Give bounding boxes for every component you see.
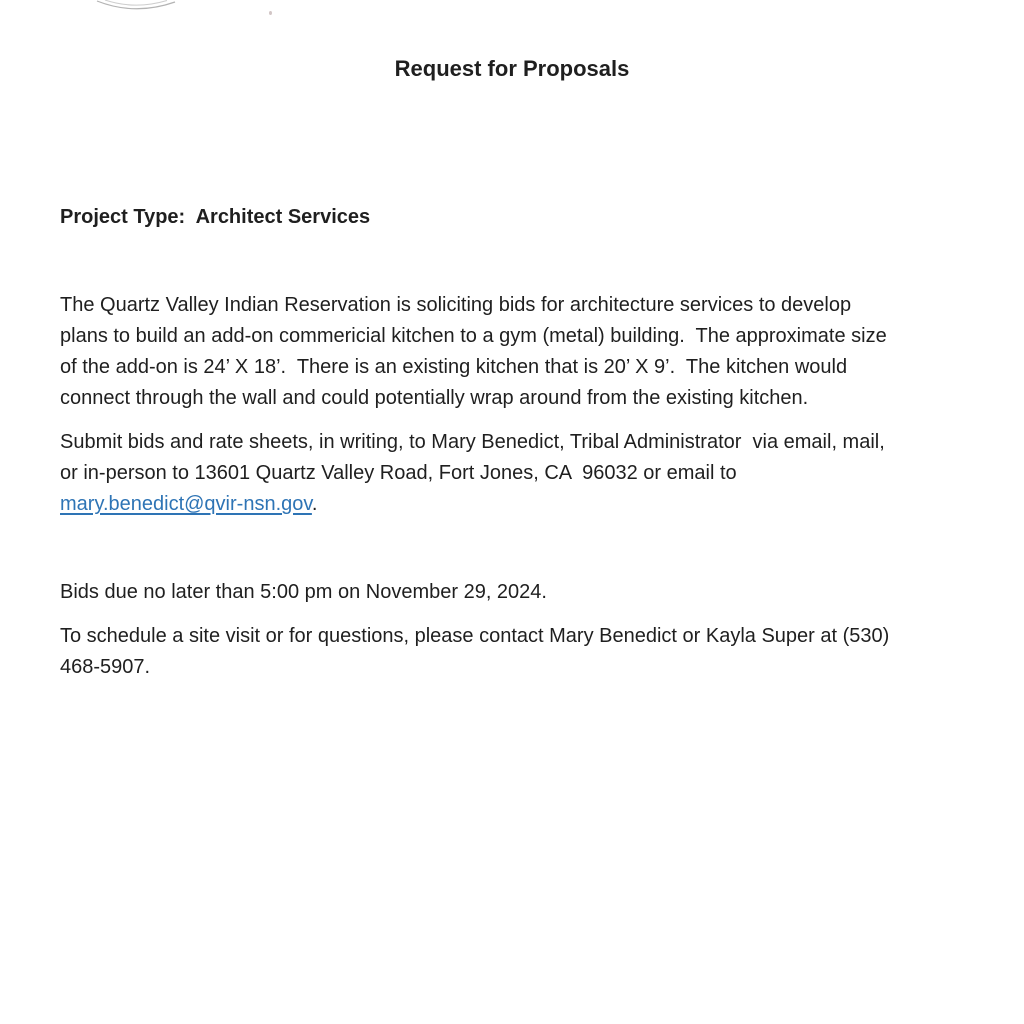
- paragraph-bids-due: [60, 577, 964, 608]
- paragraph-line: 468-5907.: [60, 656, 151, 678]
- paragraph-line: connect through the wall and could potentially wrap around from the existing kitchen.: [60, 387, 809, 409]
- paragraph-project-description: [60, 290, 964, 414]
- link-period-suffix: .: [311, 493, 318, 515]
- paragraph-contact-info: [60, 621, 964, 683]
- paragraph-line: or in-person to 13601 Quartz Valley Road, Fort Jones, CA 96032 or email to: [60, 462, 737, 484]
- document-body: [0, 202, 1024, 683]
- paragraph-line: The Quartz Valley Indian Reservation is soliciting bids for architecture services to develop: [60, 294, 852, 316]
- email-hyperlink[interactable]: mary.benedict@qvir-nsn.gov: [60, 493, 312, 515]
- paragraph-line: To schedule a site visit or for questions, please contact Mary Benedict or Kayla Super at (530): [60, 625, 890, 647]
- paragraph-line: Submit bids and rate sheets, in writing, to Mary Benedict, Tribal Administrator via email, mail,: [60, 431, 885, 453]
- page-title: Request for Proposals: [394, 56, 630, 81]
- paragraph-line-with-link: [60, 489, 964, 520]
- project-type-heading: Project Type: Architect Services: [60, 206, 371, 228]
- paragraph-line: plans to build an add-on commericial kitchen to a gym (metal) building. The approximate size: [60, 325, 887, 347]
- paragraph-line: of the add-on is 24’ X 18’. There is an existing kitchen that is 20’ X 9’. The kitchen would: [60, 356, 848, 378]
- partial-seal-logo-icon: [95, 0, 177, 14]
- scan-artifact-speck: [269, 11, 272, 15]
- paragraph-submission-instructions: [60, 427, 964, 520]
- bids-due-line: Bids due no later than 5:00 pm on November 29, 2024.: [60, 581, 547, 603]
